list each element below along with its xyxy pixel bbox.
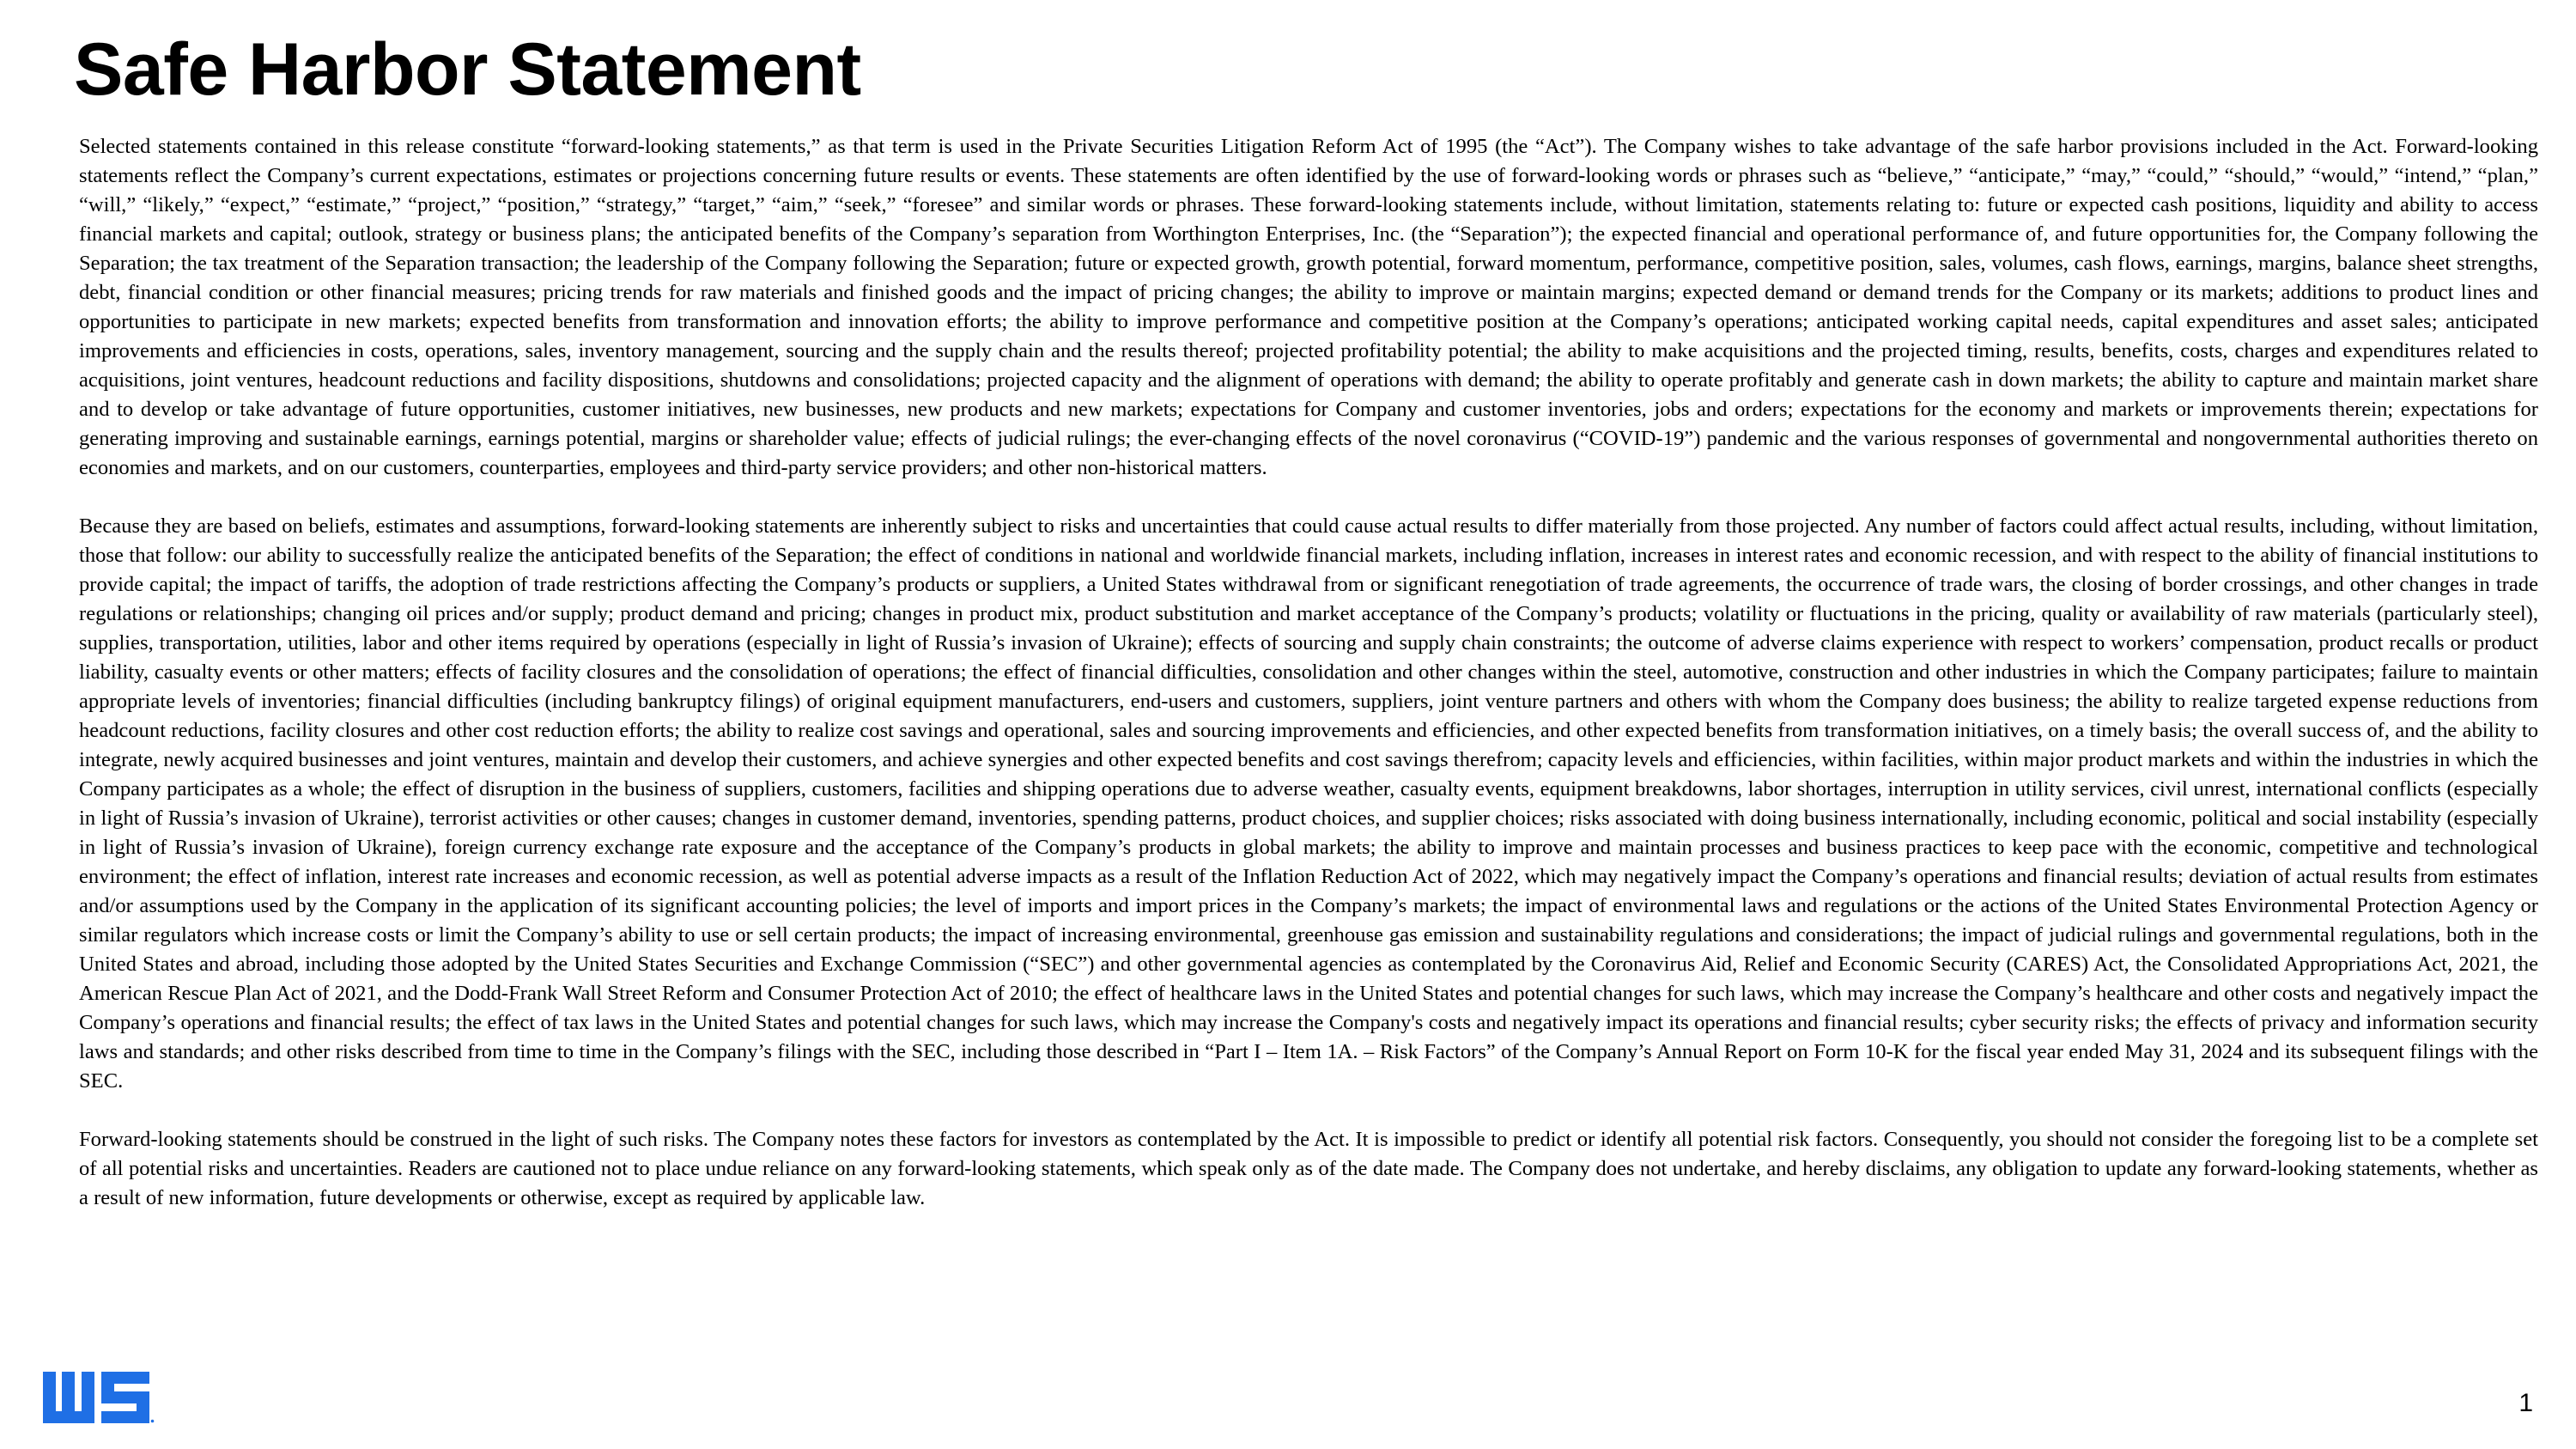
ws-logo-icon xyxy=(43,1372,155,1423)
paragraph-disclaimer: Forward-looking statements should be construed in the light of such risks. The Company notes these factors for investors as contemplated by the Act. It is impossible to predict or identify all potential risk factors. Consequently, you should not consider the foregoing list to be a complete set of all potential risks and uncertainties. Readers are cautioned not to place undue reliance on any forward-looking statements, which speak only as of the date made. The Company does not undertake, and hereby disclaims, any obligation to update any forward-looking statements, whether as a result of new information, future developments or otherwise, except as required by applicable law. xyxy=(79,1128,2538,1209)
paragraph-forward-looking-statements: Selected statements contained in this release constitute “forward-looking statements,” as that term is used in the Private Securities Litigation Reform Act of 1995 (the “Act”). The Company wishes to take advantage of the safe harbor provisions included in the Act. Forward-looking statements reflect the Company’s current expectations, estimates or projections concerning future results or events. These statements are often identified by the use of forward-looking words or phrases such as “believe,” “anticipate,” “may,” “could,” “should,” “would,” “intend,” “plan,” “will,” “likely,” “expect,” “estimate,” “project,” “position,” “strategy,” “target,” “aim,” “seek,” “foresee” and similar words or phrases. These forward-looking statements include, without limitation, statements relating to: future or expected cash positions, liquidity and ability to access financial markets and capital; outlook, strategy or business plans; the anticipated benefits of the Company’s separation from Worthington Enterprises, Inc. (the “Separation”); the expected financial and operational performance of, and future opportunities for, the Company following the Separation; the tax treatment of the Separation transaction; the leadership of the Company following the Separation; future or expected growth, growth potential, forward momentum, performance, competitive position, sales, volumes, cash flows, earnings, margins, balance sheet strengths, debt, financial condition or other financial measures; pricing trends for raw materials and finished goods and the impact of pricing changes; the ability to improve or maintain margins; expected demand or demand trends for the Company or its markets; additions to product lines and opportunities to participate in new markets; expected benefits from transformation and innovation efforts; the ability to improve performance and competitive position at the Company’s operations; anticipated working capital needs, capital expenditures and asset sales; anticipated improvements and efficiencies in costs, operations, sales, inventory management, sourcing and the supply chain and the results thereof; projected profitability potential; the ability to make acquisitions and the projected timing, results, benefits, costs, charges and expenditures related to acquisitions, joint ventures, headcount reductions and facility dispositions, shutdowns and consolidations; projected capacity and the alignment of operations with demand; the ability to operate profitably and generate cash in down markets; the ability to capture and maintain market share and to develop or take advantage of future opportunities, customer initiatives, new businesses, new products and new markets; expectations for Company and customer inventories, jobs and orders; expectations for the economy and markets or improvements therein; expectations for generating improving and sustainable earnings, earnings potential, margins or shareholder value; effects of judicial rulings; the ever-changing effects of the novel coronavirus (“COVID-19”) pandemic and the various responses of governmental and nongovernmental authorities thereto on economies and markets, and on our customers, counterparties, employees and third-party service providers; and other non-historical matters. xyxy=(79,135,2538,479)
logo-mark xyxy=(43,1372,155,1423)
paragraph-risk-factors: Because they are based on beliefs, estimates and assumptions, forward-looking statements are inherently subject to risks and uncertainties that could cause actual results to differ materially from those projected. Any number of factors could affect actual results, including, without limitation, those that follow: our ability to successfully realize the anticipated benefits of the Separation; the effect of conditions in national and worldwide financial markets, including inflation, increases in interest rates and economic recession, and with respect to the ability of financial institutions to provide capital; the impact of tariffs, the adoption of trade restrictions affecting the Company’s products or suppliers, a United States withdrawal from or significant renegotiation of trade agreements, the occurrence of trade wars, the closing of border crossings, and other changes in trade regulations or relationships; changing oil prices and/or supply; product demand and pricing; changes in product mix, product substitution and market acceptance of the Company’s products; volatility or fluctuations in the pricing, quality or availability of raw materials (particularly steel), supplies, transportation, utilities, labor and other items required by operations (especially in light of Russia’s invasion of Ukraine); effects of sourcing and supply chain constraints; the outcome of adverse claims experience with respect to workers’ compensation, product recalls or product liability, casualty events or other matters; effects of facility closures and the consolidation of operations; the effect of financial difficulties, consolidation and other changes within the steel, automotive, construction and other industries in which the Company participates; failure to maintain appropriate levels of inventories; financial difficulties (including bankruptcy filings) of original equipment manufacturers, end-users and customers, suppliers, joint venture partners and others with whom the Company does business; the ability to realize targeted expense reductions from headcount reductions, facility closures and other cost reduction efforts; the ability to realize cost savings and operational, sales and sourcing improvements and efficiencies, and other expected benefits from transformation initiatives, on a timely basis; the overall success of, and the ability to integrate, newly acquired businesses and joint ventures, maintain and develop their customers, and achieve synergies and other expected benefits and cost savings therefrom; capacity levels and efficiencies, within facilities, within major product markets and within the industries in which the Company participates as a whole; the effect of disruption in the business of suppliers, customers, facilities and shipping operations due to adverse weather, casualty events, equipment breakdowns, labor shortages, interruption in utility services, civil unrest, international conflicts (especially in light of Russia’s invasion of Ukraine), terrorist activities or other causes; changes in customer demand, inventories, spending patterns, product choices, and supplier choices; risks associated with doing business internationally, including economic, political and social instability (especially in light of Russia’s invasion of Ukraine), foreign currency exchange rate exposure and the acceptance of the Company’s products in global markets; the ability to improve and maintain processes and business practices to keep pace with the economic, competitive and technological environment; the effect of inflation, interest rate increases and economic recession, as well as potential adverse impacts as a result of the Inflation Reduction Act of 2022, which may negatively impact the Company’s operations and financial results; deviation of actual results from estimates and/or assumptions used by the Company in the application of its significant accounting policies; the level of imports and import prices in the Company’s markets; the impact of environmental laws and regulations or the actions of the United States Environmental Protection Agency or similar regulators which increase costs or limit the Company’s ability to use or sell certain products; the impact of increasing environmental, greenhouse gas emission and sustainability regulations and considerations; the impact of judicial rulings and governmental regulations, both in the United States and abroad, including those adopted by the United States Securities and Exchange Commission (“SEC”) and other governmental agencies as contemplated by the Coronavirus Aid, Relief and Economic Security (CARES) Act, the Consolidated Appropriations Act, 2021, the American Rescue Plan Act of 2021, and the Dodd-Frank Wall Street Reform and Consumer Protection Act of 2010; the effect of healthcare laws in the United States and potential changes for such laws, which may increase the Company’s healthcare and other costs and negatively impact the Company’s operations and financial results; the effect of tax laws in the United States and potential changes for such laws, which may increase the Company's costs and negatively impact its operations and financial results; cyber security risks; the effects of privacy and information security laws and standards; and other risks described from time to time in the Company’s filings with the SEC, including those described in “Part I – Item 1A. – Risk Factors” of the Company’s Annual Report on Form 10-K for the fiscal year ended May 31, 2024 and its subsequent filings with the SEC. xyxy=(79,514,2538,1093)
page-number: 1 xyxy=(2518,1389,2533,1417)
page-title: Safe Harbor Statement xyxy=(74,28,861,111)
safe-harbor-body xyxy=(79,132,2538,1242)
